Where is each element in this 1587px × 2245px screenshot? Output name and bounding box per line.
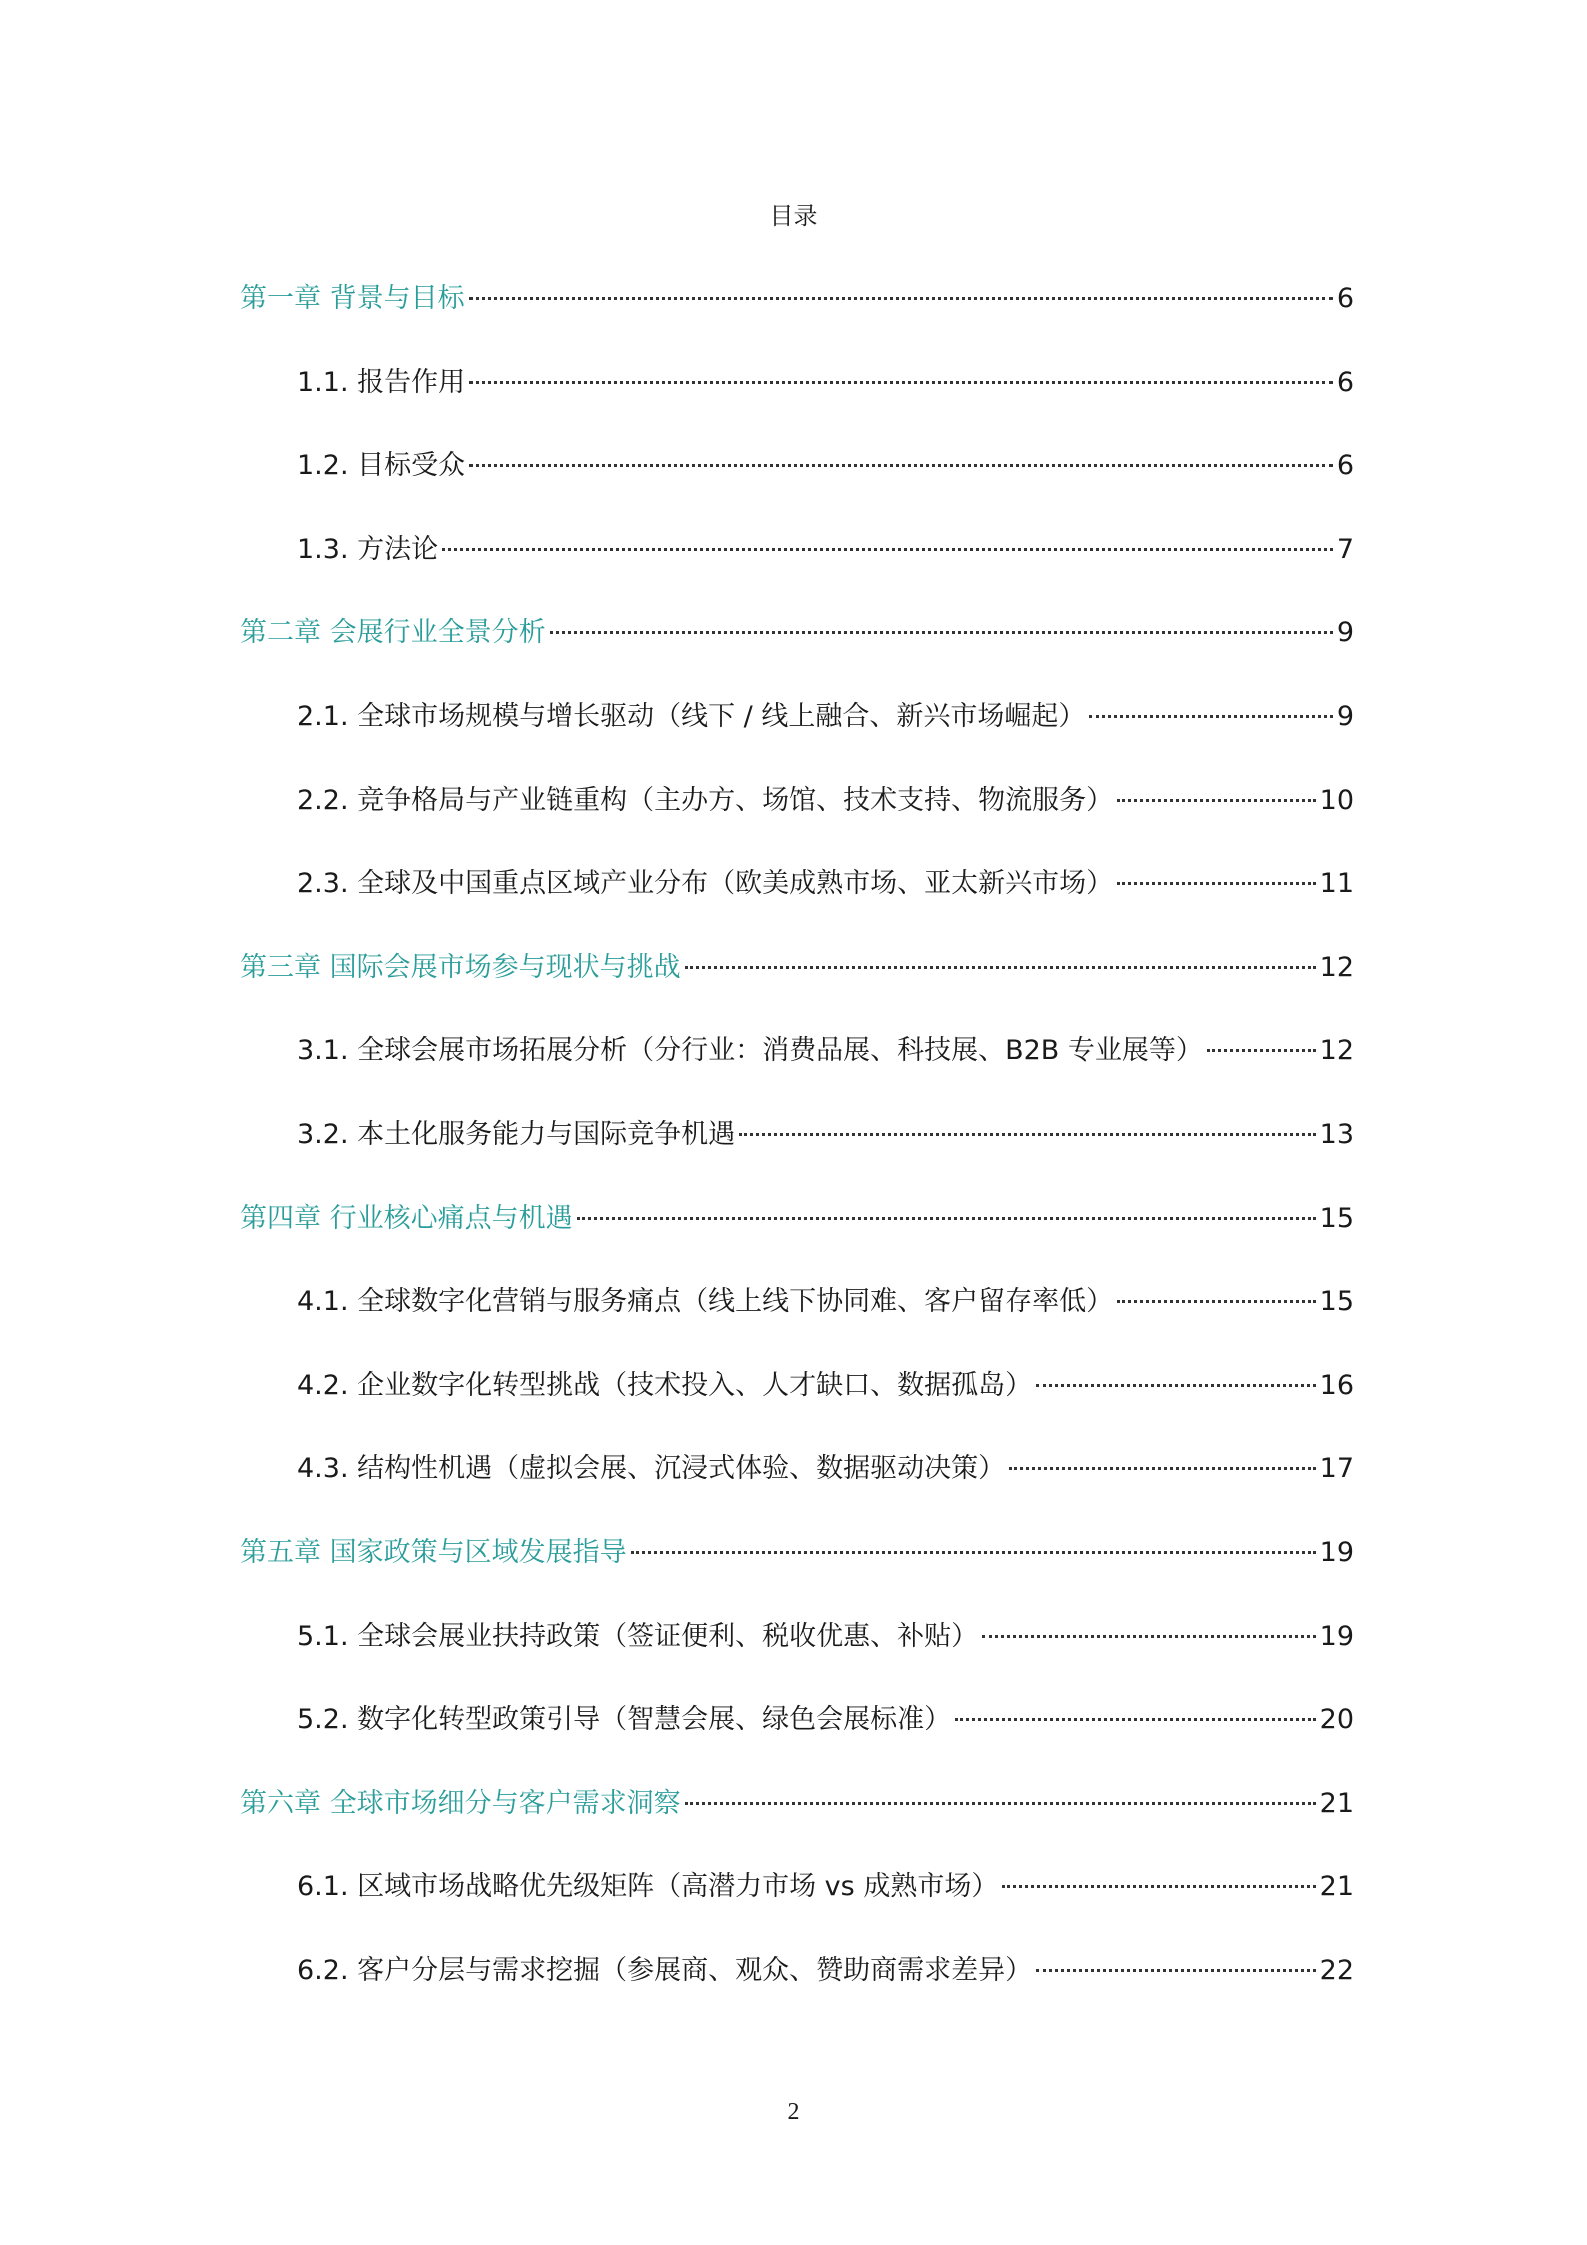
toc-section-entry[interactable] bbox=[297, 1949, 1354, 1993]
toc-entry-page-number: 9 bbox=[1336, 701, 1354, 732]
toc-entry-label: 第三章 国际会展市场参与现状与挑战 bbox=[240, 951, 681, 983]
toc-entry-page-number: 12 bbox=[1319, 951, 1354, 983]
toc-dot-leader bbox=[1117, 882, 1316, 885]
toc-section-entry[interactable] bbox=[297, 1447, 1354, 1491]
toc-chapter-entry[interactable] bbox=[240, 946, 1354, 990]
toc-entry-label: 6.1. 区域市场战略优先级矩阵（高潜力市场 vs 成熟市场） bbox=[297, 1871, 999, 1903]
toc-entry-label: 第五章 国家政策与区域发展指导 bbox=[240, 1537, 627, 1568]
toc-entry-label: 5.1. 全球会展业扶持政策（签证便利、税收优惠、补贴） bbox=[297, 1620, 979, 1652]
toc-chapter-entry[interactable] bbox=[240, 1531, 1354, 1575]
toc-section-entry[interactable] bbox=[297, 1364, 1354, 1408]
toc-section-entry[interactable] bbox=[297, 1280, 1354, 1324]
toc-entry-page-number: 15 bbox=[1319, 1202, 1354, 1234]
toc-entry-label: 4.3. 结构性机遇（虚拟会展、沉浸式体验、数据驱动决策） bbox=[297, 1453, 1006, 1485]
toc-dot-leader bbox=[550, 631, 1333, 634]
toc-entry-page-number: 11 bbox=[1319, 868, 1354, 900]
toc-entry-page-number: 10 bbox=[1319, 784, 1354, 816]
toc-section-entry[interactable] bbox=[297, 1698, 1354, 1742]
toc-entry-page-number: 16 bbox=[1319, 1369, 1354, 1401]
toc-dot-leader bbox=[469, 464, 1333, 467]
toc-dot-leader bbox=[631, 1551, 1316, 1554]
toc-entry-label: 4.2. 企业数字化转型挑战（技术投入、人才缺口、数据孤岛） bbox=[297, 1369, 1033, 1401]
toc-entry-label: 1.2. 目标受众 bbox=[297, 450, 466, 482]
toc-section-entry[interactable] bbox=[297, 1029, 1354, 1073]
toc-entry-page-number: 13 bbox=[1319, 1119, 1354, 1150]
page-number: 2 bbox=[787, 2099, 800, 2125]
toc-entry-page-number: 6 bbox=[1336, 366, 1354, 398]
toc-entry-label: 4.1. 全球数字化营销与服务痛点（线上线下协同难、客户留存率低） bbox=[297, 1286, 1114, 1318]
toc-entry-label: 1.1. 报告作用 bbox=[297, 366, 466, 398]
toc-dot-leader bbox=[469, 381, 1333, 384]
toc-dot-leader bbox=[1009, 1467, 1316, 1470]
toc-entry-page-number: 19 bbox=[1319, 1537, 1354, 1568]
toc-entry-label: 第四章 行业核心痛点与机遇 bbox=[240, 1202, 573, 1234]
toc-dot-leader bbox=[1036, 1969, 1316, 1972]
toc-entry-page-number: 17 bbox=[1319, 1453, 1354, 1485]
toc-entry-page-number: 19 bbox=[1319, 1620, 1354, 1652]
toc-entry-page-number: 6 bbox=[1336, 450, 1354, 482]
toc-section-entry[interactable] bbox=[297, 444, 1354, 488]
toc-entry-label: 第六章 全球市场细分与客户需求洞察 bbox=[240, 1787, 681, 1819]
toc-dot-leader bbox=[1002, 1885, 1315, 1888]
toc-entry-label: 3.2. 本土化服务能力与国际竞争机遇 bbox=[297, 1119, 736, 1150]
toc-section-entry[interactable] bbox=[297, 862, 1354, 906]
toc-chapter-entry[interactable] bbox=[240, 1782, 1354, 1826]
toc-entry-label: 2.2. 竞争格局与产业链重构（主办方、场馆、技术支持、物流服务） bbox=[297, 784, 1114, 816]
toc-chapter-entry[interactable] bbox=[240, 277, 1354, 321]
toc-dot-leader bbox=[1117, 799, 1316, 802]
toc-dot-leader bbox=[1036, 1384, 1316, 1387]
toc-dot-leader bbox=[469, 297, 1333, 300]
toc-entry-page-number: 22 bbox=[1319, 1955, 1354, 1986]
toc-title: 目录 bbox=[769, 202, 818, 230]
toc-entry-label: 5.2. 数字化转型政策引导（智慧会展、绿色会展标准） bbox=[297, 1704, 952, 1736]
toc-entry-page-number: 6 bbox=[1336, 283, 1354, 314]
toc-dot-leader bbox=[1117, 1300, 1316, 1303]
toc-entry-page-number: 21 bbox=[1319, 1787, 1354, 1819]
toc-dot-leader bbox=[955, 1718, 1316, 1721]
toc-section-entry[interactable] bbox=[297, 1113, 1354, 1157]
toc-section-entry[interactable] bbox=[297, 1615, 1354, 1659]
toc-entry-page-number: 20 bbox=[1319, 1704, 1354, 1736]
toc-chapter-entry[interactable] bbox=[240, 611, 1354, 655]
toc-entry-label: 6.2. 客户分层与需求挖掘（参展商、观众、赞助商需求差异） bbox=[297, 1955, 1033, 1986]
toc-entry-label: 第二章 会展行业全景分析 bbox=[240, 617, 546, 649]
toc-dot-leader bbox=[442, 548, 1333, 551]
toc-entry-page-number: 12 bbox=[1319, 1035, 1354, 1067]
toc-dot-leader bbox=[1089, 715, 1332, 718]
toc-entry-label: 2.3. 全球及中国重点区域产业分布（欧美成熟市场、亚太新兴市场） bbox=[297, 868, 1114, 900]
toc-entry-page-number: 21 bbox=[1319, 1871, 1354, 1903]
toc-section-entry[interactable] bbox=[297, 1865, 1354, 1909]
toc-dot-leader bbox=[1207, 1049, 1316, 1052]
toc-entry-label: 第一章 背景与目标 bbox=[240, 283, 465, 314]
toc-entry-label: 3.1. 全球会展市场拓展分析（分行业：消费品展、科技展、B2B 专业展等） bbox=[297, 1035, 1203, 1067]
toc-dot-leader bbox=[982, 1635, 1316, 1638]
toc-dot-leader bbox=[685, 966, 1316, 969]
toc-section-entry[interactable] bbox=[297, 528, 1354, 572]
toc-dot-leader bbox=[739, 1133, 1316, 1136]
toc-entry-page-number: 15 bbox=[1319, 1286, 1354, 1318]
toc-chapter-entry[interactable] bbox=[240, 1197, 1354, 1241]
toc-entry-page-number: 9 bbox=[1336, 617, 1354, 649]
toc-section-entry[interactable] bbox=[297, 361, 1354, 405]
toc-dot-leader bbox=[577, 1217, 1316, 1220]
toc-section-entry[interactable] bbox=[297, 779, 1354, 823]
toc-entry-label: 2.1. 全球市场规模与增长驱动（线下 / 线上融合、新兴市场崛起） bbox=[297, 701, 1086, 732]
toc-section-entry[interactable] bbox=[297, 695, 1354, 739]
toc-entry-page-number: 7 bbox=[1336, 533, 1354, 565]
toc-entry-label: 1.3. 方法论 bbox=[297, 533, 439, 565]
toc-dot-leader bbox=[685, 1802, 1316, 1805]
